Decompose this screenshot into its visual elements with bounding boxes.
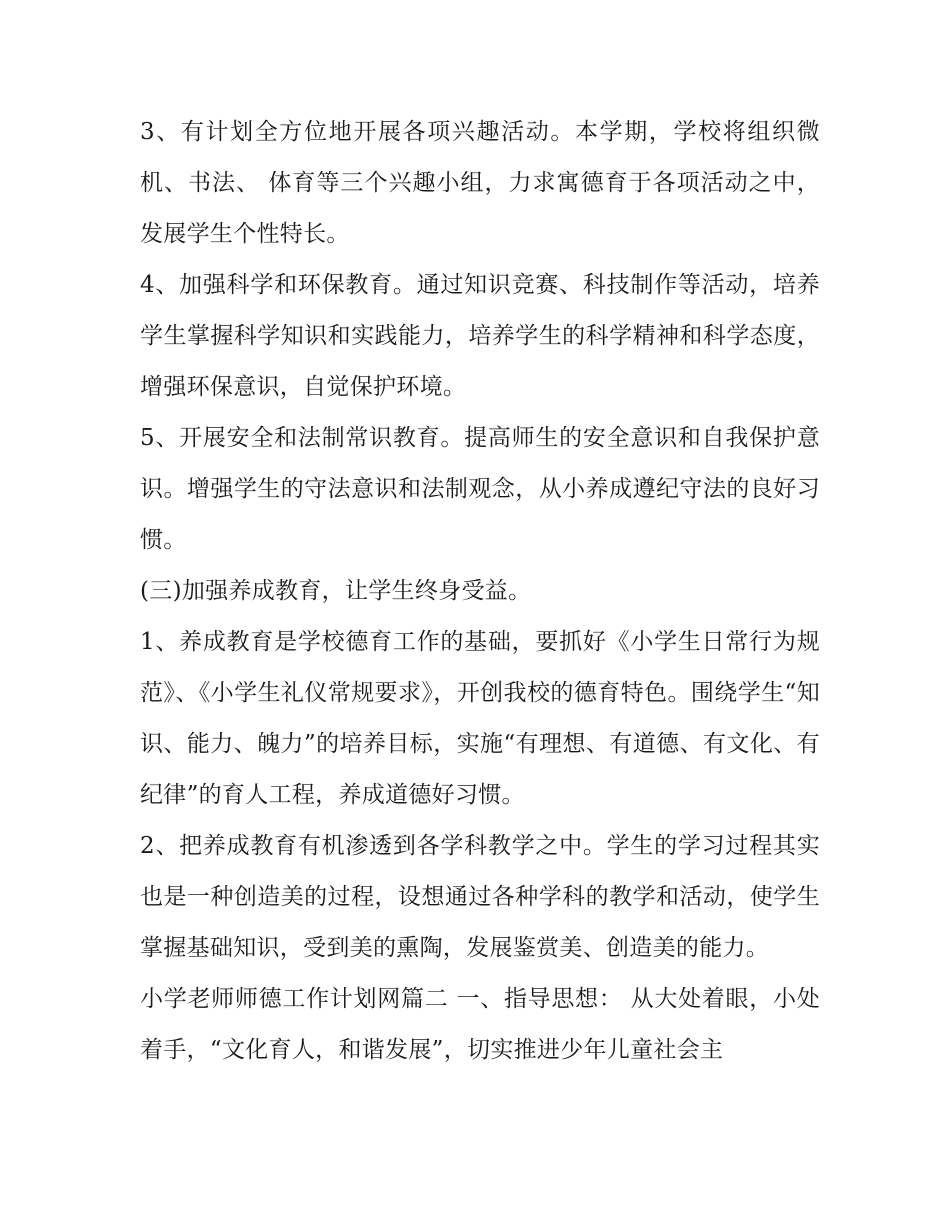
- document-body: [140, 107, 820, 1076]
- paragraph-habit-education: 1、养成教育是学校德育工作的基础，要抓好《小学生日常行为规范》、《小学生礼仪常规要求》，开创我校的德育特色。围绕学生“知识、能力、魄力”的培养目标，实施“有理想、有道德、有文化、有纪律”的育人工程，养成道德好习惯。: [140, 629, 820, 808]
- paragraph-subject-integration: 2、把养成教育有机渗透到各学科教学之中。学生的学习过程其实也是一种创造美的过程，设想通过各种学科的教学和活动，使学生掌握基础知识，受到美的熏陶，发展鉴赏美、创造美的能力。: [140, 833, 820, 961]
- paragraph-plan-two-intro: 小学老师师德工作计划网篇二 一、指导思想： 从大处着眼，小处着手，“文化育人，和谐发展”，切实推进少年儿童社会主: [140, 986, 820, 1063]
- section-heading-habits: (三)加强养成教育，让学生终身受益。: [140, 578, 532, 604]
- paragraph-activities: 3、有计划全方位地开展各项兴趣活动。本学期，学校将组织微机、书法、 体育等三个兴趣小组，力求寓德育于各项活动之中，发展学生个性特长。: [140, 119, 820, 247]
- paragraph-science-environment: 4、加强科学和环保教育。通过知识竞赛、科技制作等活动，培养学生掌握科学知识和实践能力，培养学生的科学精神和科学态度，增强环保意识，自觉保护环境。: [140, 272, 820, 400]
- paragraph-safety-law: 5、开展安全和法制常识教育。提高师生的安全意识和自我保护意识。增强学生的守法意识和法制观念，从小养成遵纪守法的良好习惯。: [140, 425, 820, 553]
